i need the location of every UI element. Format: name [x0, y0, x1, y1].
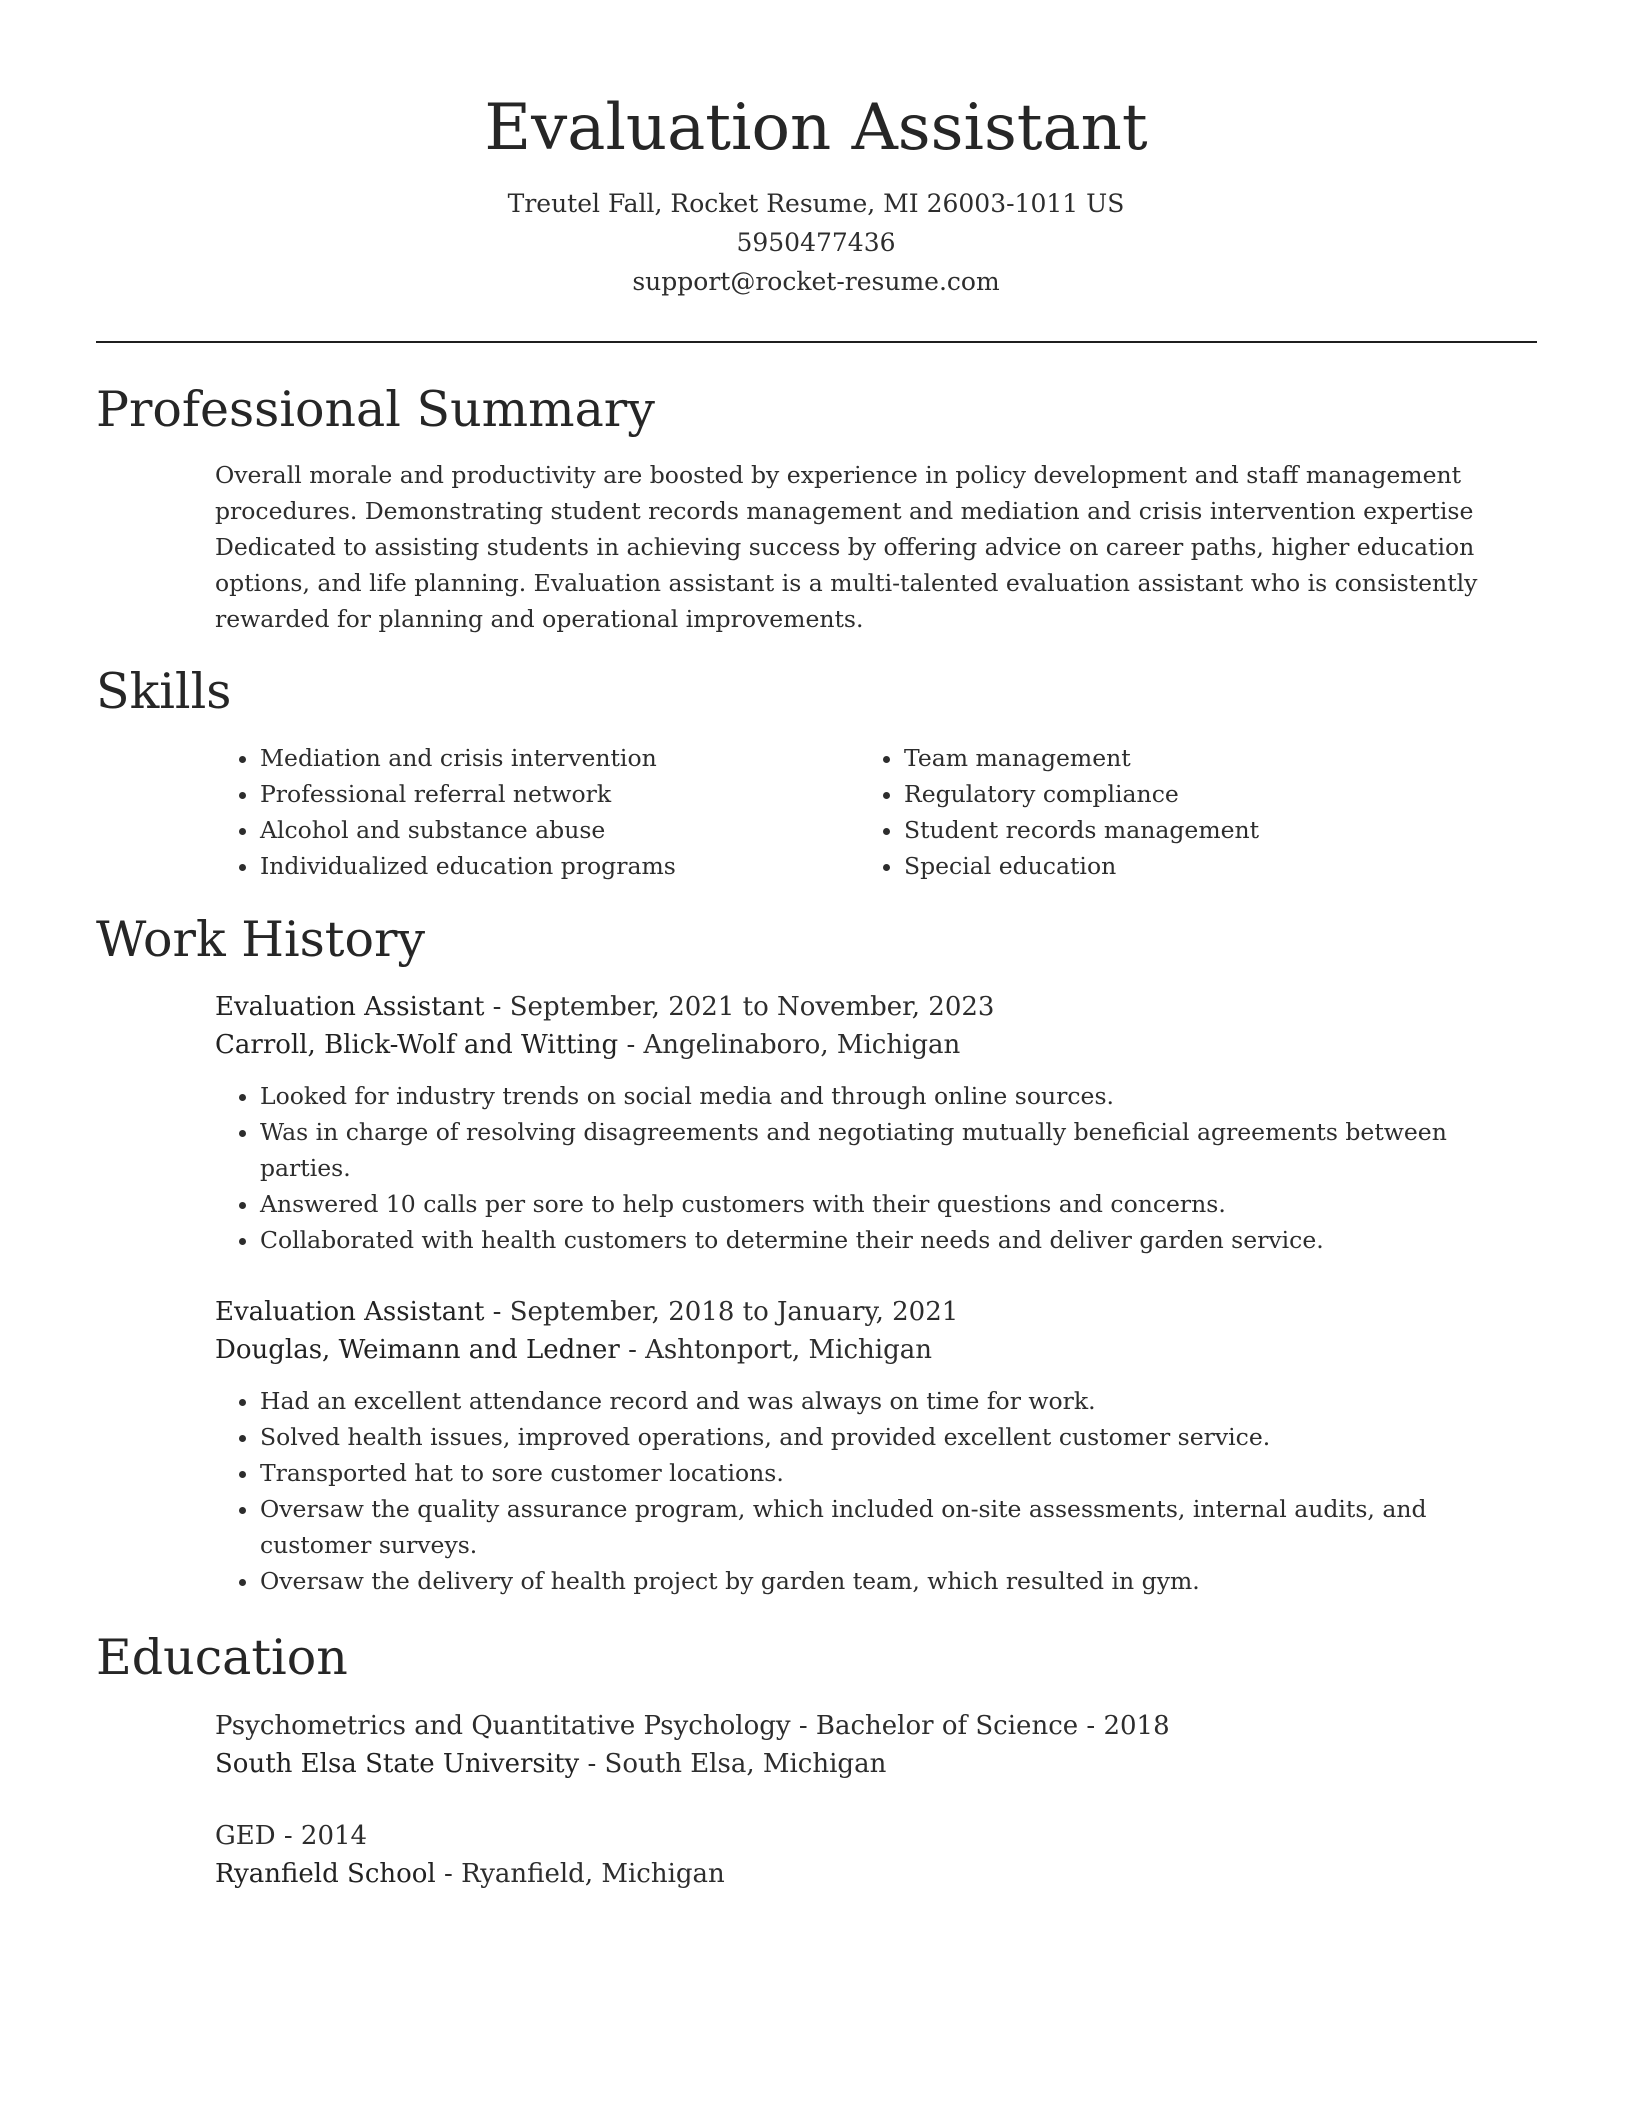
separator: - [484, 1297, 510, 1327]
job-bullet: • Was in charge of resolving disagreements and negotiating mutually beneficial agreements between parties. [260, 1114, 1535, 1186]
contact-email: support@rocket-resume.com [632, 267, 1000, 296]
job-company-line [215, 1026, 1535, 1064]
education-heading: Education [96, 1629, 348, 1686]
job-bullet: • Collaborated with health customers to determine their needs and deliver garden service. [260, 1222, 1535, 1258]
job-entry [215, 988, 1535, 1258]
job-bullet: • Solved health issues, improved operations, and provided excellent customer service. [260, 1419, 1535, 1455]
job-position: Evaluation Assistant [215, 992, 485, 1022]
header-divider [96, 341, 1537, 343]
job-bullet: • Oversaw the quality assurance program, which included on-site assessments, internal audits, and customer surveys. [260, 1491, 1535, 1563]
job-location: Angelinaboro, Michigan [643, 1030, 961, 1060]
job-bullet: • Transported hat to sore customer locations. [260, 1455, 1535, 1491]
job-company: Douglas, Weimann and Ledner [215, 1335, 620, 1365]
contact-info [0, 184, 1632, 301]
separator: - [618, 1030, 644, 1060]
job-title-line [215, 988, 1535, 1026]
education-school-line [215, 1745, 1535, 1783]
education-degree: Psychometrics and Quantitative Psychology - Bachelor of Science - 2018 [215, 1711, 1170, 1741]
separator: - [484, 992, 510, 1022]
summary-heading: Professional Summary [96, 381, 655, 438]
job-bullet: • Answered 10 calls per sore to help customers with their questions and concerns. [260, 1186, 1535, 1222]
skills-heading: Skills [96, 663, 232, 720]
job-location: Ashtonport, Michigan [645, 1335, 933, 1365]
skill-item: • Team management [904, 740, 1459, 776]
separator: - [435, 1859, 462, 1889]
summary-section [215, 457, 1535, 637]
skill-item: • Student records management [904, 812, 1459, 848]
job-dates: September, 2018 to January, 2021 [509, 1297, 959, 1327]
job-company: Carroll, Blick-Wolf and Witting [215, 1030, 619, 1060]
job-dates: September, 2021 to November, 2023 [509, 992, 995, 1022]
skill-item: • Special education [904, 848, 1459, 884]
skill-item: • Mediation and crisis intervention [260, 740, 815, 776]
job-position: Evaluation Assistant [215, 1297, 485, 1327]
skill-item: • Individualized education programs [260, 848, 815, 884]
job-title-line [215, 1293, 1535, 1331]
education-degree: GED - 2014 [215, 1821, 368, 1851]
education-location: Ryanfield, Michigan [461, 1859, 725, 1889]
skill-item: • Regulatory compliance [904, 776, 1459, 812]
skill-item: • Professional referral network [260, 776, 815, 812]
candidate-name: Evaluation Assistant [484, 91, 1148, 165]
skills-column-right [859, 740, 1459, 884]
job-bullets [215, 1078, 1535, 1258]
education-school: Ryanfield School [215, 1859, 436, 1889]
job-entry [215, 1293, 1535, 1599]
job-company-line [215, 1331, 1535, 1369]
resume-header [0, 0, 1632, 301]
education-entry [215, 1817, 1535, 1893]
education-entry [215, 1707, 1535, 1783]
job-bullets [215, 1383, 1535, 1599]
job-bullet: • Had an excellent attendance record and was always on time for work. [260, 1383, 1535, 1419]
education-school-line [215, 1855, 1535, 1893]
job-bullet: • Looked for industry trends on social media and through online sources. [260, 1078, 1535, 1114]
skills-column-left [215, 740, 815, 884]
work-history-heading: Work History [96, 911, 426, 968]
contact-phone: 5950477436 [736, 228, 896, 257]
separator: - [579, 1749, 605, 1779]
education-location: South Elsa, Michigan [604, 1749, 887, 1779]
skill-item: • Alcohol and substance abuse [260, 812, 815, 848]
separator: - [619, 1335, 646, 1365]
contact-address: Treutel Fall, Rocket Resume, MI 26003-1011 US [507, 189, 1125, 218]
education-school: South Elsa State University [215, 1749, 580, 1779]
job-bullet: • Oversaw the delivery of health project by garden team, which resulted in gym. [260, 1563, 1535, 1599]
summary-text: Overall morale and productivity are boosted by experience in policy development and staff management procedures. Demonstrating student records management and mediation and crisis intervention expertise Dedicated to assisting students in achieving success by offering advice on career paths, higher education options, and life planning. Evaluation assistant is a multi-talented evaluation assistant who is consistently rewarded for planning and operational improvements. [215, 461, 1478, 633]
